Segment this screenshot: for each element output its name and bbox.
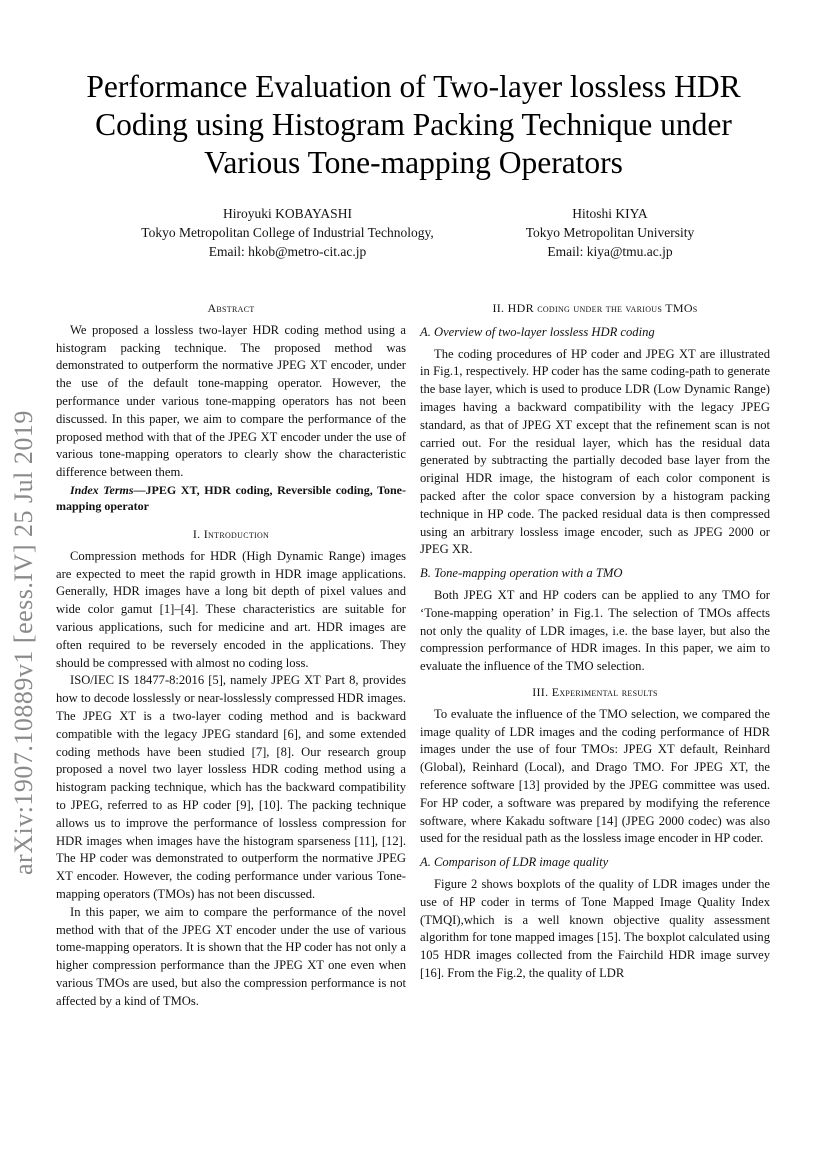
author-affiliation: Tokyo Metropolitan University <box>525 225 695 240</box>
author-name: Hitoshi KIYA <box>572 206 648 221</box>
index-terms <box>56 482 406 514</box>
section2-subsection-b-text: Both JPEG XT and HP coders can be applied to any TMO for ‘Tone-mapping operation’ in Fig.1. The selection of TMOs affects not only the quality of LDR images, i.e. the base layer, but also the compression performance of HDR images. In this paper, we aim to evaluate the influence of the TMO selection. <box>420 587 770 674</box>
author-email: Email: hkob@metro-cit.ac.jp <box>208 244 367 259</box>
section3-subsection-a-text: Figure 2 shows boxplots of the quality of LDR images under the use of HP coder in terms of Tone Mapped Image Quality Index (TMQI),which is a well known objective quality assessment algorithm for tone mapped images [15]. The boxplot calculated using 105 HDR images collected from the Fairchild HDR image survey [16]. From the Fig.2, the quality of LDR <box>420 876 770 980</box>
introduction-heading: I. Introduction <box>192 526 270 541</box>
author-name: Hiroyuki KOBAYASHI <box>223 206 352 221</box>
paper-title <box>40 68 787 182</box>
section2-subsection-a-title: A. Overview of two-layer lossless HDR coding <box>420 324 655 339</box>
intro-paragraph: In this paper, we aim to compare the performance of the novel method with that of the JPEG XT encoder under the use of various tome-mapping operators. It is shown that the HP coder has not only a higher compression performance than the JPEG XT one even when various TMOs are used, but also the compression performance is not affected by a kind of TMOs. <box>56 904 406 1008</box>
intro-paragraph: ISO/IEC IS 18477-8:2016 [5], namely JPEG XT Part 8, provides how to decode losslessly or near-losslessly compressed HDR images. The JPEG XT is a two-layer coding method and is backward compatible with the legacy JPEG standard [6], and some extended coding methods have been studied [7], [8]. Our research group proposed a novel two layer lossless HDR coding method using a histogram packing technique, which has the backward compatibility to JPEG, referred to as HP coder [9], [10]. The packing technique allows us to improve the performance of lossless compression for HDR images when images have the histogram sparseness [11], [12]. The HP coder was demonstrated to outperform the normative JPEG XT encoder. However, the coding performance under various Tone-mapping operators (TMOs) has not been discussed. <box>56 673 406 901</box>
section3-heading: III. Experimental results <box>532 684 658 699</box>
right-column <box>420 300 770 983</box>
title-line: Coding using Histogram Packing Technique under <box>95 107 732 142</box>
author-affiliation: Tokyo Metropolitan College of Industrial Technology, <box>141 225 434 240</box>
section2-heading: II. HDR coding under the various TMOs <box>492 301 698 315</box>
arxiv-identifier-stamp: arXiv:1907.10889v1 [eess.IV] 25 Jul 2019 <box>9 410 38 875</box>
abstract-heading: Abstract <box>207 301 255 315</box>
section3-intro-text: To evaluate the influence of the TMO selection, we compared the image quality of LDR images and the coding performance of HDR images under the use of four TMOs: JPEG XT default, Reinhard (Global), Reinhard (Local), and Drago TMO. For JPEG XT, the reference software [13] provided by the JPEG committee was used. For HP coder, a software was prepared by modifying the reference software, where Kakadu software [14] (JPEG 2000 codec) was also used for the residual path as the lossless image encoder in HP coder. <box>420 706 770 846</box>
intro-paragraph: Compression methods for HDR (High Dynamic Range) images are expected to meet the rapid growth in HDR image applications. Generally, HDR images have a long bit depth of pixel values and wide color gamut [1]–[4]. These characteristics are suitable for various applications, such for medicine and art. HDR images are often required to be reversely encoded in the applications. They should be compressed with almost no coding loss. <box>56 548 406 670</box>
left-column <box>56 300 406 1010</box>
abstract-text: We proposed a lossless two-layer HDR coding method using a histogram packing technique. The proposed method was demonstrated to outperform the normative JPEG XT encoder, under the use of the default tone-mapping operator. However, the performance under various tone-mapping operators has not been discussed. In this paper, we aim to compare the performance of the proposed method with that of the JPEG XT encoder under the use of various tone-mapping operators to clearly show the characteristic difference between them. <box>56 322 406 480</box>
title-line: Performance Evaluation of Two-layer lossless HDR <box>86 69 741 104</box>
index-terms-list: —JPEG XT, HDR coding, Reversible coding, Tone-mapping operator <box>56 482 406 513</box>
author-email: Email: kiya@tmu.ac.jp <box>547 244 673 259</box>
section3-subsection-a-title: A. Comparison of LDR image quality <box>420 855 609 870</box>
index-terms-lead: Index Terms <box>70 482 134 497</box>
section2-subsection-b-title: B. Tone-mapping operation with a TMO <box>420 566 623 581</box>
author-block-1 <box>100 204 475 261</box>
section2-subsection-a-text: The coding procedures of HP coder and JPEG XT are illustrated in Fig.1, respectively. HP coder has the same coding-path to generate the base layer, which is used to produce LDR (Low Dynamic Range) images having a backward compatibility with the legacy JPEG standard, as that of JPEG XT except that the refinement scan is not carried out. For the residual layer, which has the residual data generated by subtracting the partially decoded base layer from the original HDR image, the histogram of each color component is packed after the color space conversion by a histogram packing technique in HP code. The packed residual data is then compressed using an arbitrary lossless image encoder, such as JPEG 2000 or JPEG XR. <box>420 346 770 557</box>
author-block-2 <box>460 204 760 261</box>
title-line: Various Tone-mapping Operators <box>204 145 623 180</box>
